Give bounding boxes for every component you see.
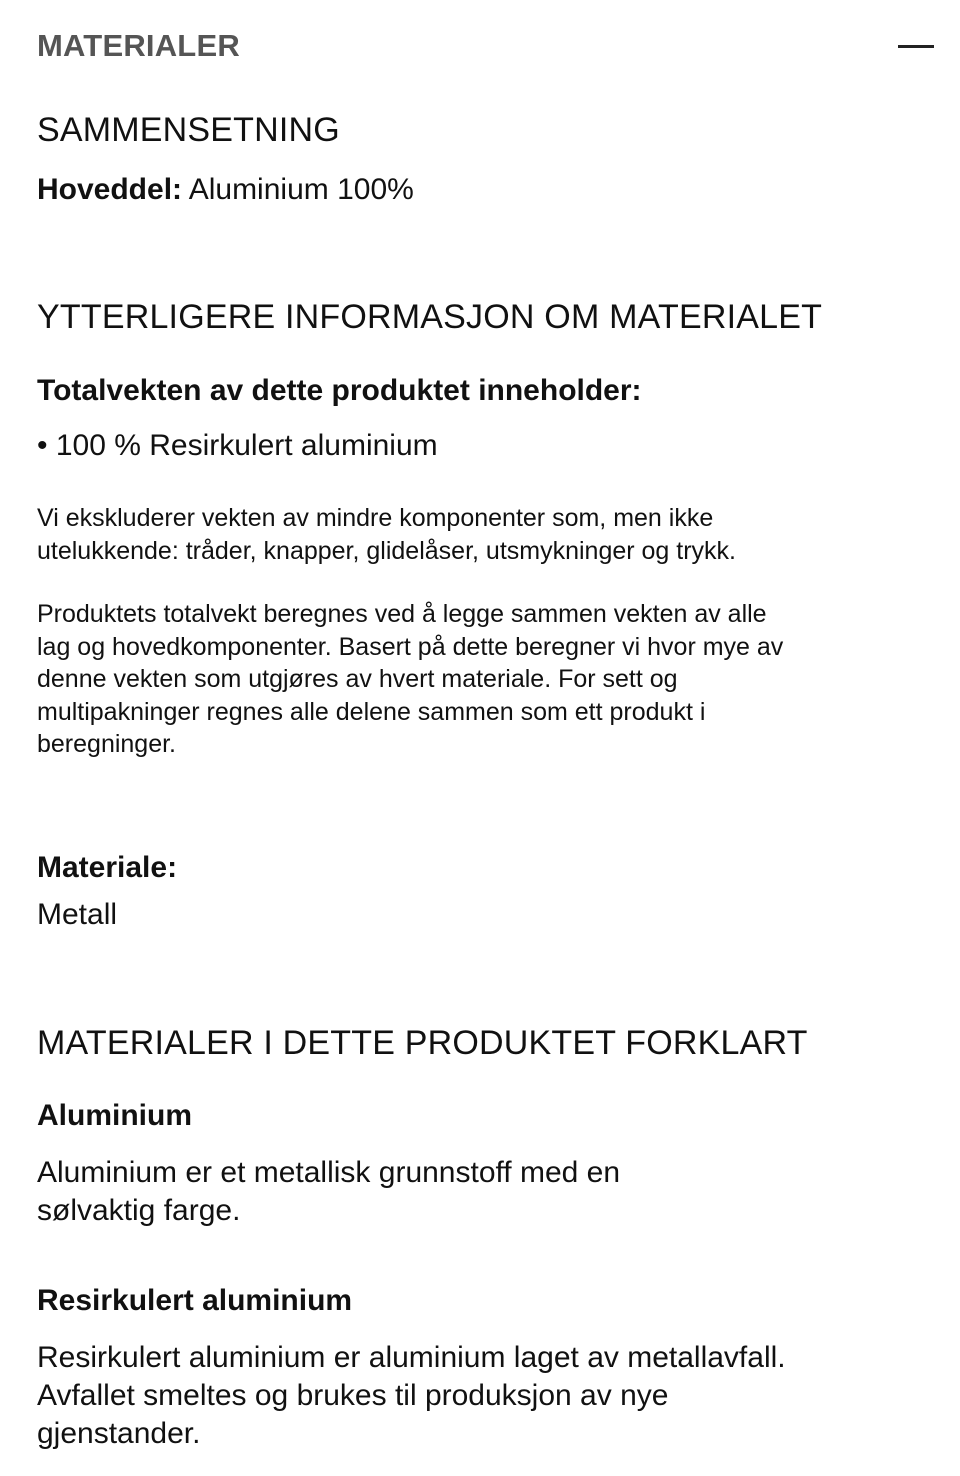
calculation-paragraph <box>37 598 927 761</box>
description-line: Resirkulert aluminium er aluminium laget av metallavfall. <box>37 1341 786 1374</box>
description-line: Aluminium er et metallisk grunnstoff med en <box>37 1156 621 1189</box>
paragraph-line: lag og hovedkomponenter. Basert på dette beregner vi hvor mye av <box>37 632 784 661</box>
recycled-aluminium-description <box>37 1339 917 1453</box>
explained-heading: MATERIALER I DETTE PRODUKTET FORKLART <box>37 1024 808 1062</box>
paragraph-line: multipakninger regnes alle delene sammen som ett produkt i <box>37 697 706 726</box>
recycled-aluminium-bullet: • 100 % Resirkulert aluminium <box>37 429 438 462</box>
paragraph-line: utelukkende: tråder, knapper, glidelåser, utsmykninger og trykk. <box>37 536 736 565</box>
exclusion-paragraph <box>37 502 927 567</box>
composition-heading: SAMMENSETNING <box>37 111 340 149</box>
material-label: Materiale: <box>37 851 178 884</box>
panel-title: MATERIALER <box>37 28 240 63</box>
paragraph-line: Vi ekskluderer vekten av mindre komponenter som, men ikke <box>37 504 714 532</box>
additional-info-heading: YTTERLIGERE INFORMASJON OM MATERIALET <box>37 298 823 336</box>
description-line: Avfallet smeltes og brukes til produksjon av nye <box>37 1379 669 1412</box>
aluminium-title: Aluminium <box>37 1099 192 1132</box>
main-part-value: Aluminium 100% <box>182 173 414 206</box>
paragraph-line: Produktets totalvekt beregnes ved å legge sammen vekten av alle <box>37 600 767 628</box>
description-line: gjenstander. <box>37 1417 201 1450</box>
description-line: sølvaktig farge. <box>37 1194 241 1227</box>
minus-icon <box>898 45 934 48</box>
main-part-label: Hoveddel: <box>37 173 183 206</box>
total-weight-label: Totalvekten av dette produktet inneholder: <box>37 374 642 407</box>
paragraph-line: beregninger. <box>37 730 177 758</box>
recycled-aluminium-title: Resirkulert aluminium <box>37 1284 353 1317</box>
collapse-button[interactable] <box>898 28 934 64</box>
material-value: Metall <box>37 898 118 931</box>
main-part-line <box>37 170 414 210</box>
aluminium-description <box>37 1154 917 1230</box>
paragraph-line: denne vekten som utgjøres av hvert materiale. For sett og <box>37 665 678 693</box>
